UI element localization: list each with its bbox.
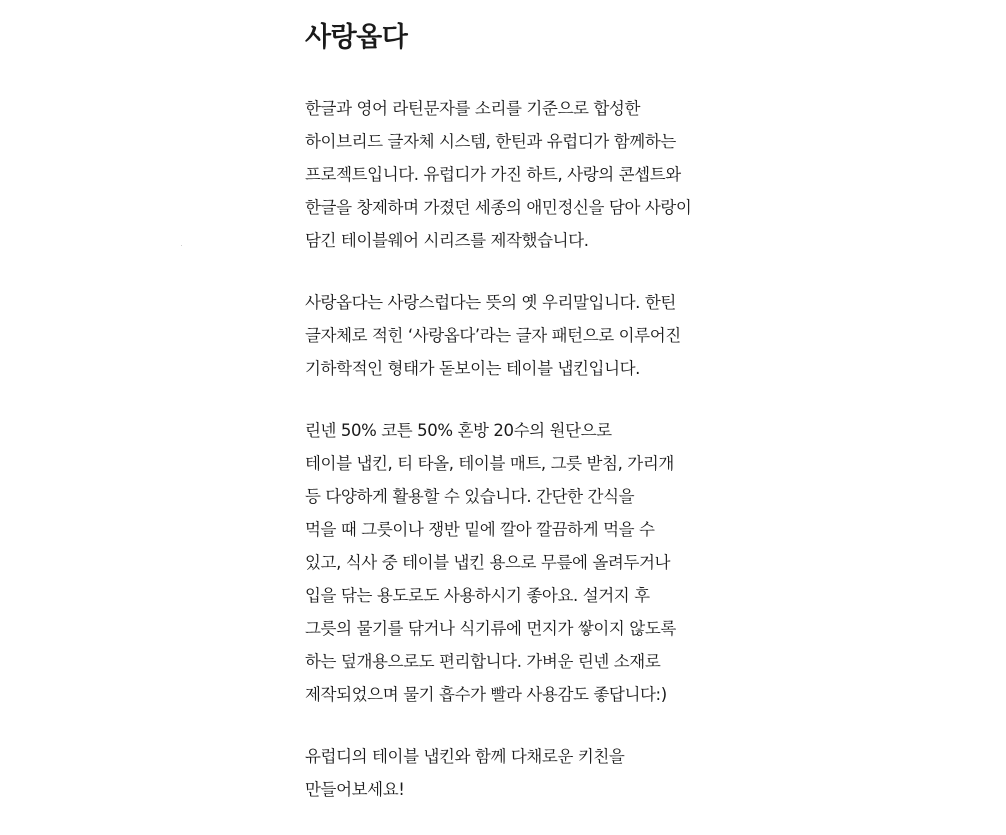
text-line: 유럽디의 테이블 냅킨와 함께 다채로운 키친을 <box>305 747 625 766</box>
paragraph-closing <box>305 740 995 806</box>
text-line: 한글을 창제하며 가졌던 세종의 애민정신을 담아 사랑이 <box>305 198 692 217</box>
text-line: 프로젝트입니다. 유럽디가 가진 하트, 사랑의 콘셉트와 <box>305 165 681 184</box>
text-line: 린넨 50% 코튼 50% 혼방 20수의 원단으로 <box>305 421 612 440</box>
text-line: 만들어보세요! <box>305 780 405 799</box>
text-line: 하는 덮개용으로도 편리합니다. 가벼운 린넨 소재로 <box>305 652 661 671</box>
text-line: 입을 닦는 용도로도 사용하시기 좋아요. 설거지 후 <box>305 586 650 605</box>
text-line: 있고, 식사 중 테이블 냅킨 용으로 무릎에 올려두거나 <box>305 553 671 572</box>
text-line: 제작되었으며 물기 흡수가 빨라 사용감도 좋답니다:) <box>305 685 667 704</box>
text-line: 테이블 냅킨, 티 타올, 테이블 매트, 그릇 받침, 가리개 <box>305 454 674 473</box>
paragraph-material <box>305 414 995 711</box>
text-line: 사랑옵다는 사랑스럽다는 뜻의 옛 우리말입니다. 한틴 <box>305 293 676 312</box>
text-line: 먹을 때 그릇이나 쟁반 밑에 깔아 깔끔하게 먹을 수 <box>305 520 655 539</box>
text-line: 등 다양하게 활용할 수 있습니다. 간단한 간식을 <box>305 487 635 506</box>
paragraph-meaning <box>305 286 995 385</box>
background-speck <box>181 245 182 246</box>
page-title: 사랑옵다 <box>305 22 408 53</box>
text-line: 하이브리드 글자체 시스템, 한틴과 유럽디가 함께하는 <box>305 132 676 151</box>
paragraph-intro <box>305 92 995 257</box>
text-line: 한글과 영어 라틴문자를 소리를 기준으로 합성한 <box>305 99 641 118</box>
text-line: 그릇의 물기를 닦거나 식기류에 먼지가 쌓이지 않도록 <box>305 619 676 638</box>
text-line: 담긴 테이블웨어 시리즈를 제작했습니다. <box>305 231 589 250</box>
product-description <box>305 18 995 835</box>
text-line: 글자체로 적힌 ‘사랑옵다’라는 글자 패턴으로 이루어진 <box>305 326 681 345</box>
text-line: 기하학적인 형태가 돋보이는 테이블 냅킨입니다. <box>305 359 641 378</box>
